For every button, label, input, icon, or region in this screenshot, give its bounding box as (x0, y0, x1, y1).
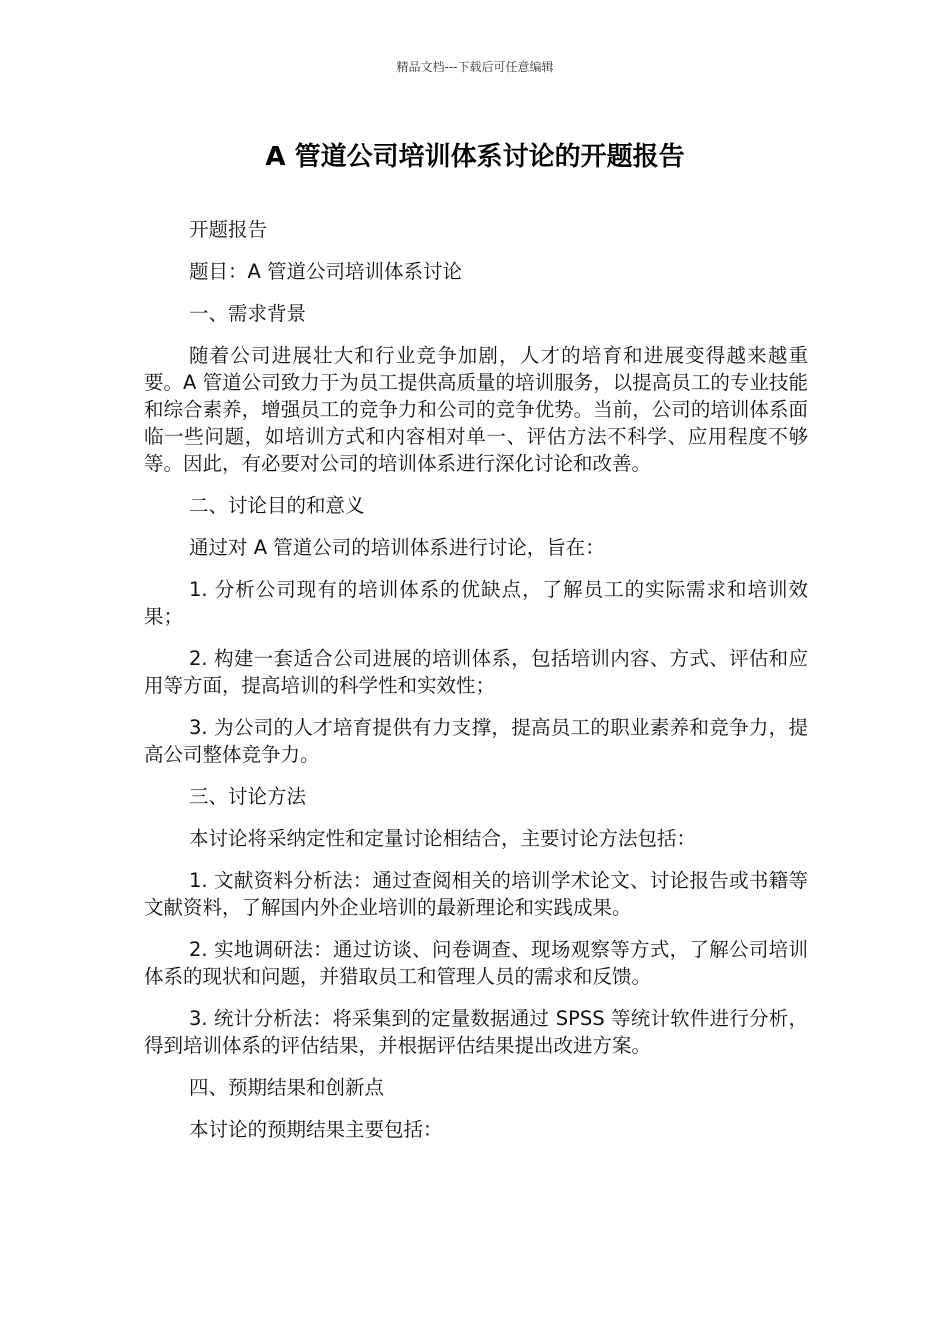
section-heading-purpose: 二、讨论目的和意义 (189, 494, 365, 517)
section-heading-results: 四、预期结果和创新点 (189, 1076, 385, 1099)
section-heading-methods: 三、讨论方法 (189, 785, 307, 808)
paragraph-results-intro: 本讨论的预期结果主要包括： (189, 1118, 443, 1141)
list-item-purpose-3: 3. 为公司的人才培育提供有力支撑，提高员工的职业素养和竞争力，提高公司整体竞争力。 (144, 716, 808, 766)
paragraph-purpose-intro: 通过对 A 管道公司的培训体系进行讨论，旨在： (189, 536, 605, 559)
list-item-purpose-2: 2. 构建一套适合公司进展的培训体系，包括培训内容、方式、评估和应用等方面，提高培训的科学性和实效性； (144, 647, 808, 697)
list-item-method-1: 1. 文献资料分析法：通过查阅相关的培训学术论文、讨论报告或书籍等文献资料，了解国内外企业培训的最新理论和实践成果。 (144, 869, 808, 919)
document-title: A 管道公司培训体系讨论的开题报告 (265, 142, 685, 172)
paragraph-topic: 题目：A 管道公司培训体系讨论 (189, 260, 463, 283)
page-header: 精品文档---下载后可任意编辑 (396, 60, 554, 74)
section-heading-background: 一、需求背景 (189, 302, 307, 325)
list-item-method-2: 2. 实地调研法：通过访谈、问卷调查、现场观察等方式，了解公司培训体系的现状和问题，并猎取员工和管理人员的需求和反馈。 (144, 938, 808, 988)
paragraph-report-label: 开题报告 (189, 218, 268, 241)
paragraph-background: 随着公司进展壮大和行业竞争加剧，人才的培育和进展变得越来越重要。A 管道公司致力于为员工提供高质量的培训服务，以提高员工的专业技能和综合素养，增强员工的竞争力和公司的竞争优势。当前，公司的培训体系面临一些问题，如培训方式和内容相对单一、评估方法不科学、应用程度不够等。因此，有必要对公司的培训体系进行深化讨论和改善。 (144, 344, 808, 475)
paragraph-methods-intro: 本讨论将采纳定性和定量讨论相结合，主要讨论方法包括： (189, 827, 697, 850)
document-body (144, 216, 808, 1158)
list-item-method-3: 3. 统计分析法：将采集到的定量数据通过 SPSS 等统计软件进行分析，得到培训体系的评估结果，并根据评估结果提出改进方案。 (144, 1007, 808, 1057)
list-item-purpose-1: 1. 分析公司现有的培训体系的优缺点，了解员工的实际需求和培训效果； (144, 578, 808, 628)
